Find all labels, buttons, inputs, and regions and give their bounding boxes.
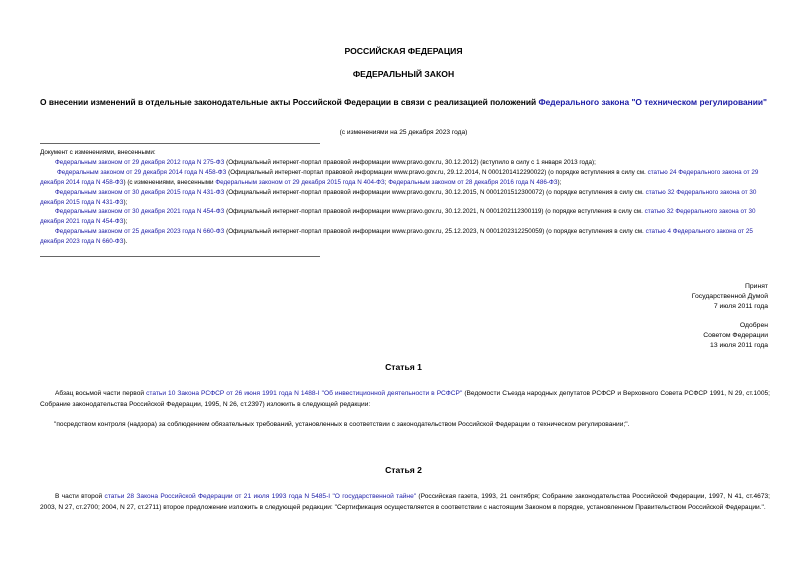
article-2-paragraph [40, 492, 770, 513]
article-1-new-wording: "посредством контроля (надзора) за соблюдением обязательных требований, установленных в соответствии с законодательством Российской Федерации о техническом регулировании;". [54, 421, 630, 428]
article-2-heading: Статья 2 [385, 465, 422, 475]
approval-line: Одобрен [739, 322, 768, 329]
change-text: (Официальный интернет-портал правовой информации www.pravo.gov.ru, 30.12.2012) (вступило в силу с 1 января 2013 года); [224, 158, 596, 166]
paragraph-text: (Российская газета, 1993, 21 сентября; Собрание законодательства Российской Федерации, 1997, N 41, ст.4673; 2003, N 27, ст.2700; 2004, N 27, ст.2711) второе предложение изложить в следующей редакции: "Сертификация осуществляется в соответствии с настоящим Законом в порядке, установленном Правительством Российской Федерации.". [40, 493, 771, 511]
change-text: ); [123, 218, 128, 226]
change-item [40, 207, 770, 227]
council-approval [703, 321, 768, 351]
changes-intro: Документ с изменениями, внесенными: [40, 149, 156, 156]
article-1-heading: Статья 1 [385, 362, 422, 372]
paragraph-text: Абзац восьмой части первой [55, 390, 147, 397]
adoption-date: 7 июля 2011 года [713, 303, 768, 310]
document-title [40, 97, 767, 108]
change-law-link[interactable]: Федеральным законом от 30 декабря 2021 года N 454-ФЗ [55, 208, 225, 216]
change-article-link[interactable]: статью 24 Федерального закона от 29 декабря 2014 года N 458-ФЗ [40, 168, 759, 186]
change-text: ); [557, 178, 562, 186]
adoption-line: Принят [744, 283, 768, 290]
changes-block [40, 148, 770, 247]
duma-adoption [692, 282, 768, 312]
divider-bottom [40, 256, 320, 257]
change-text: ; [384, 178, 389, 186]
amendment-date: (с изменениями на 25 декабря 2023 года) [339, 129, 468, 136]
law-type-heading: ФЕДЕРАЛЬНЫЙ ЗАКОН [352, 69, 455, 79]
approval-line: Советом Федерации [703, 332, 768, 339]
change-law-link[interactable]: Федеральным законом от 29 декабря 2015 года N 404-ФЗ [215, 178, 385, 186]
article-2-law-link[interactable]: статьи 28 Закона Российской Федерации от 21 июля 1993 года N 5485-I "О государственной тайне" [104, 493, 417, 500]
change-item [40, 188, 770, 208]
change-law-link[interactable]: Федеральным законом от 29 декабря 2014 года N 458-ФЗ [57, 168, 227, 176]
change-item [40, 158, 770, 168]
change-item [40, 168, 770, 188]
change-text: ). [123, 238, 128, 246]
paragraph-text: В части второй [55, 493, 105, 500]
change-article-link[interactable]: статью 4 Федерального закона от 25 декабря 2023 года N 660-ФЗ [40, 228, 753, 246]
change-text: (Официальный интернет-портал правовой информации www.pravo.gov.ru, 30.12.2015, N 0001201512300072) (о порядке вступления в силу см. [224, 188, 646, 196]
document-title-text: О внесении изменений в отдельные законодательные акты Российской Федерации в связи с реализацией положений [40, 97, 539, 107]
change-article-link[interactable]: статью 32 Федерального закона от 30 декабря 2021 года N 454-ФЗ [40, 208, 756, 226]
change-item [40, 227, 770, 247]
change-law-link[interactable]: Федеральным законом от 30 декабря 2015 года N 431-ФЗ [55, 188, 225, 196]
change-law-link[interactable]: Федеральным законом от 28 декабря 2016 года N 486-ФЗ [388, 178, 558, 186]
article-1-law-link[interactable]: статьи 10 Закона РСФСР от 26 июня 1991 года N 1488-I "Об инвестиционной деятельности в РСФСР" [146, 390, 463, 397]
approval-date: 13 июля 2011 года [710, 342, 768, 349]
change-law-link[interactable]: Федеральным законом от 29 декабря 2012 года N 275-ФЗ [55, 158, 225, 166]
change-text: ) (с изменениями, внесенными [123, 178, 216, 186]
change-text: (Официальный интернет-портал правовой информации www.pravo.gov.ru, 29.12.2014, N 0001201412290022) (о порядке вступления в силу см. [226, 168, 648, 176]
change-article-link[interactable]: статью 32 Федерального закона от 30 декабря 2015 года N 431-ФЗ [40, 188, 757, 206]
article-1-paragraph [40, 389, 770, 410]
change-text: (Официальный интернет-портал правовой информации www.pravo.gov.ru, 30.12.2021, N 0001202112300119) (о порядке вступления в силу см. [224, 208, 645, 216]
change-text: ); [123, 198, 128, 206]
change-law-link[interactable]: Федеральным законом от 25 декабря 2023 года N 660-ФЗ [55, 228, 225, 236]
paragraph-text: (Ведомости Съезда народных депутатов РСФСР и Верховного Совета РСФСР 1991, N 29, ст.1005; Собрание законодательства Российской Федерации, 1995, N 26, ст.2397) изложить в следующей редакции: [40, 390, 771, 408]
adoption-line: Государственной Думой [691, 293, 768, 300]
change-text: (Официальный интернет-портал правовой информации www.pravo.gov.ru, 25.12.2023, N 0001202312250059) (о порядке вступления в силу см. [224, 228, 646, 236]
state-heading: РОССИЙСКАЯ ФЕДЕРАЦИЯ [344, 46, 463, 56]
title-law-link[interactable]: Федерального закона "О техническом регулировании" [538, 97, 767, 107]
divider-top [40, 143, 320, 144]
